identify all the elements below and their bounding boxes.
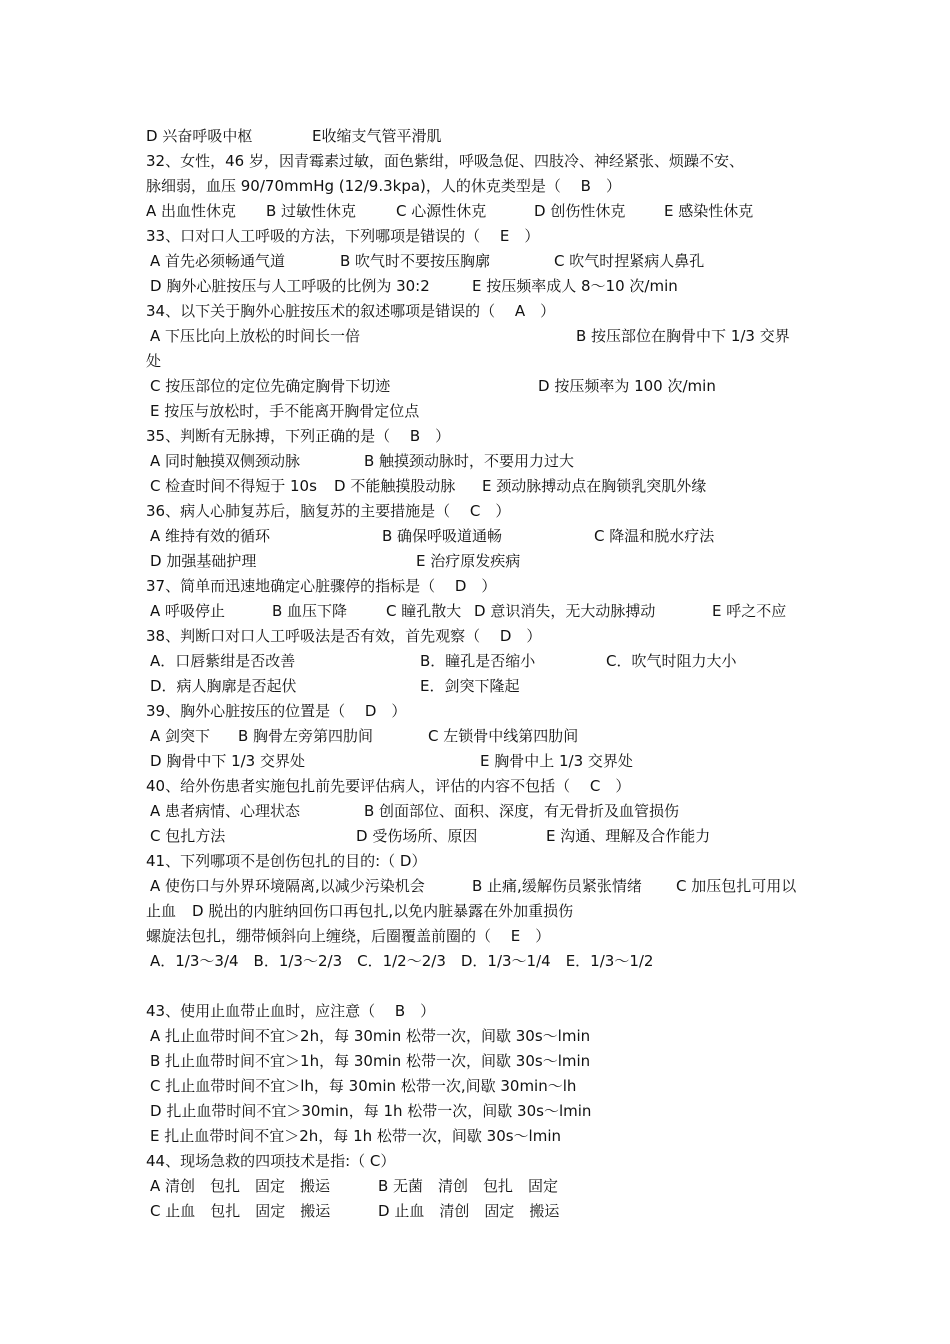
text-segment: A 清创 包扎 固定 搬运	[150, 1177, 331, 1195]
text-line	[150, 649, 830, 674]
text-line	[146, 924, 826, 949]
text-segment: A 首先必须畅通气道	[150, 252, 286, 270]
text-line	[146, 299, 826, 324]
text-line	[150, 799, 830, 824]
text-line	[150, 824, 830, 849]
text-segment: B 确保呼吸道通畅	[382, 527, 503, 545]
text-segment: A 呼吸停止	[150, 602, 226, 620]
text-segment: B 胸骨左旁第四肋间	[238, 727, 374, 745]
text-segment: E 治疗原发疾病	[416, 552, 521, 570]
text-segment: 螺旋法包扎，绷带倾斜向上缠绕，后圈覆盖前圈的（ E ）	[146, 927, 551, 945]
text-segment: B 无菌 清创 包扎 固定	[378, 1177, 559, 1195]
text-segment: 40、给外伤患者实施包扎前先要评估病人，评估的内容不包括（ C ）	[146, 777, 631, 795]
text-segment: 41、下列哪项不是创伤包扎的目的:（ D）	[146, 852, 427, 870]
text-segment: 43、使用止血带止血时，应注意（ B ）	[146, 1002, 436, 1020]
text-segment: 36、病人心肺复苏后，脑复苏的主要措施是（ C ）	[146, 502, 511, 520]
text-segment: A．1/3～3/4 B．1/3～2/3 C．1/2～2/3 D．1/3～1/4 E．1/3～1/2	[150, 952, 654, 970]
text-segment: A 下压比向上放松的时间长一倍	[150, 327, 361, 345]
text-line	[150, 599, 830, 624]
text-line	[146, 574, 826, 599]
text-segment: 44、现场急救的四项技术是指:（ C）	[146, 1152, 396, 1170]
text-line	[146, 124, 826, 149]
text-line	[150, 1124, 830, 1149]
text-segment: D 脱出的内脏纳回伤口再包扎,以免内脏暴露在外加重损伤	[192, 902, 574, 920]
text-segment: E 颈动脉搏动点在胸锁乳突肌外缘	[482, 477, 707, 495]
text-segment: 34、以下关于胸外心脏按压术的叙述哪项是错误的（ A ）	[146, 302, 556, 320]
text-segment: C 包扎方法	[150, 827, 226, 845]
text-segment: D 止血 清创 固定 搬运	[378, 1202, 560, 1220]
text-segment: 39、胸外心脏按压的位置是（ D ）	[146, 702, 407, 720]
text-line	[150, 1099, 830, 1124]
text-segment: E 呼之不应	[712, 602, 787, 620]
text-segment: 脉细弱，血压 90/70mmHg (12/9.3kpa)，人的休克类型是（ B ）	[146, 177, 621, 195]
text-segment: C 检查时间不得短于 10s	[150, 477, 317, 495]
text-segment: D 胸骨中下 1/3 交界处	[150, 752, 305, 770]
text-segment: B 扎止血带时间不宜＞1h，每 30min 松带一次，间歇 30s～lmin	[150, 1052, 591, 1070]
text-line	[146, 199, 826, 224]
text-line	[150, 1074, 830, 1099]
text-segment: B 止痛,缓解伤员紧张情绪	[472, 877, 642, 895]
text-segment: C 止血 包扎 固定 搬运	[150, 1202, 331, 1220]
text-line	[150, 1049, 830, 1074]
text-line	[150, 724, 830, 749]
text-line	[146, 174, 826, 199]
text-line	[150, 674, 830, 699]
text-line	[150, 449, 830, 474]
text-segment: C 吹气时捏紧病人鼻孔	[554, 252, 705, 270]
text-segment: B 过敏性休克	[266, 202, 357, 220]
text-segment: 32、女性，46 岁，因青霉素过敏，面色紫绀，呼吸急促、四肢冷、神经紧张、烦躁不安、	[146, 152, 744, 170]
text-segment: D．病人胸廓是否起伏	[150, 677, 297, 695]
text-segment: D 兴奋呼吸中枢	[146, 127, 253, 145]
text-segment: E．剑突下隆起	[420, 677, 520, 695]
text-segment: E收缩支气管平滑肌	[312, 127, 442, 145]
text-segment: D 加强基础护理	[150, 552, 257, 570]
text-segment: E 感染性休克	[664, 202, 754, 220]
text-segment: D 扎止血带时间不宜＞30min，每 1h 松带一次，间歇 30s～lmin	[150, 1102, 592, 1120]
text-line	[146, 699, 826, 724]
text-segment: C 瞳孔散大	[386, 602, 462, 620]
text-segment: C 加压包扎可用以	[676, 877, 797, 895]
text-line	[146, 224, 826, 249]
text-segment: 38、判断口对口人工呼吸法是否有效，首先观察（ D ）	[146, 627, 542, 645]
text-segment: D 创伤性休克	[534, 202, 626, 220]
text-segment: A 同时触摸双侧颈动脉	[150, 452, 301, 470]
text-segment: B 吹气时不要按压胸廓	[340, 252, 491, 270]
text-segment: C．吹气时阻力大小	[606, 652, 737, 670]
text-segment: D 受伤场所、原因	[356, 827, 478, 845]
text-line	[150, 1024, 830, 1049]
text-line	[150, 249, 830, 274]
text-segment: B．瞳孔是否缩小	[420, 652, 536, 670]
text-segment: E 胸骨中上 1/3 交界处	[480, 752, 633, 770]
text-segment: C 按压部位的定位先确定胸骨下切迹	[150, 377, 391, 395]
text-line	[150, 474, 830, 499]
text-segment: A 扎止血带时间不宜＞2h，每 30min 松带一次，间歇 30s～lmin	[150, 1027, 591, 1045]
text-segment: A 剑突下	[150, 727, 211, 745]
text-segment: 37、简单而迅速地确定心脏骤停的指标是（ D ）	[146, 577, 497, 595]
text-line	[146, 999, 826, 1024]
text-line	[150, 949, 830, 974]
text-segment: D 不能触摸股动脉	[334, 477, 456, 495]
text-line	[146, 149, 826, 174]
text-segment: D 意识消失，无大动脉搏动	[474, 602, 656, 620]
text-line	[150, 274, 830, 299]
text-segment: 处	[146, 352, 162, 370]
text-line	[146, 774, 826, 799]
text-segment: A 使伤口与外界环境隔离,以减少污染机会	[150, 877, 425, 895]
text-segment: A．口唇紫绀是否改善	[150, 652, 296, 670]
text-line	[146, 499, 826, 524]
text-segment: C 左锁骨中线第四肋间	[428, 727, 579, 745]
text-segment: 35、判断有无脉搏，下列正确的是（ B ）	[146, 427, 451, 445]
text-segment: C 扎止血带时间不宜＞lh，每 30min 松带一次,间歇 30min～lh	[150, 1077, 577, 1095]
text-segment: E 沟通、理解及合作能力	[546, 827, 711, 845]
text-line	[150, 399, 830, 424]
text-line	[150, 524, 830, 549]
text-segment: D 胸外心脏按压与人工呼吸的比例为 30:2	[150, 277, 430, 295]
text-segment: B 血压下降	[272, 602, 348, 620]
text-segment: E 按压与放松时，手不能离开胸骨定位点	[150, 402, 420, 420]
text-segment: 止血	[146, 902, 177, 920]
text-segment: D 按压频率为 100 次/min	[538, 377, 716, 395]
text-segment: E 按压频率成人 8～10 次/min	[472, 277, 678, 295]
text-line	[146, 899, 826, 924]
text-line	[146, 349, 826, 374]
text-segment: 33、口对口人工呼吸的方法，下列哪项是错误的（ E ）	[146, 227, 540, 245]
text-segment: C 降温和脱水疗法	[594, 527, 715, 545]
text-segment: C 心源性休克	[396, 202, 487, 220]
text-line	[150, 324, 830, 349]
text-segment: A 维持有效的循环	[150, 527, 271, 545]
text-line	[146, 849, 826, 874]
text-segment: B 按压部位在胸骨中下 1/3 交界	[576, 327, 790, 345]
text-line	[146, 1149, 826, 1174]
text-segment: E 扎止血带时间不宜＞2h，每 1h 松带一次，间歇 30s～lmin	[150, 1127, 562, 1145]
text-line	[150, 749, 830, 774]
text-segment: B 创面部位、面积、深度，有无骨折及血管损伤	[364, 802, 680, 820]
text-segment: B 触摸颈动脉时，不要用力过大	[364, 452, 575, 470]
text-segment: A 出血性休克	[146, 202, 237, 220]
text-line	[146, 624, 826, 649]
text-line	[150, 549, 830, 574]
text-line	[150, 374, 830, 399]
text-line	[150, 874, 830, 899]
text-line	[150, 1174, 830, 1199]
text-line	[146, 424, 826, 449]
text-line	[150, 1199, 830, 1224]
text-segment: A 患者病情、心理状态	[150, 802, 301, 820]
